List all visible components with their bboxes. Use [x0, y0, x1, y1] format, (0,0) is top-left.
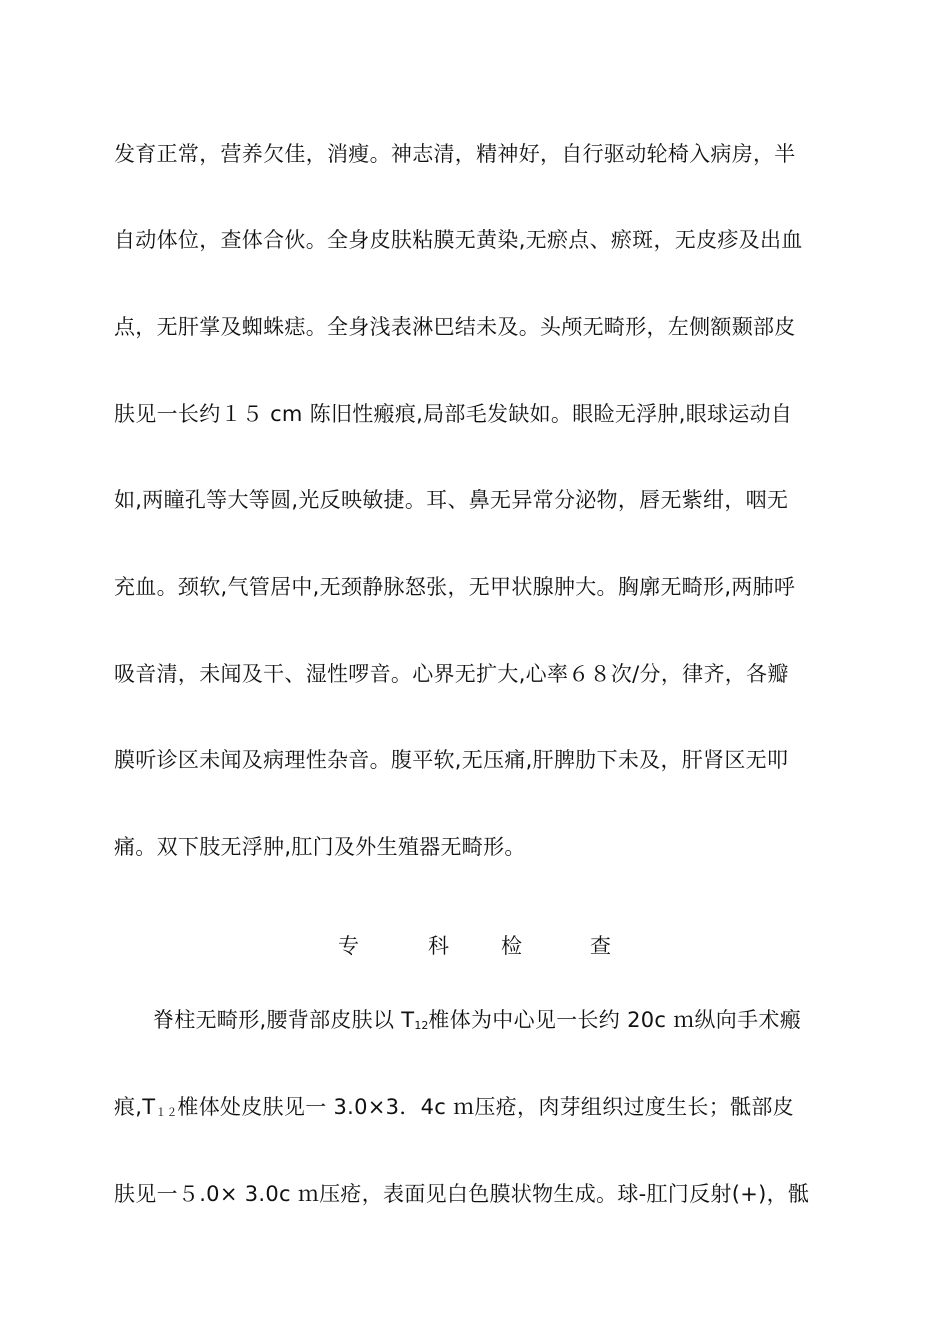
general-exam-line-7: 吸音清，未闻及干、湿性啰音。心界无扩大,心率６８次/分，律齐，各瓣 — [114, 662, 789, 686]
general-exam-line-1: 发育正常，营养欠佳，消瘦。神志清，精神好，自行驱动轮椅入病房，半 — [114, 142, 796, 166]
general-exam-line-6: 充血。颈软,气管居中,无颈静脉怒张，无甲状腺肿大。胸廓无畸形,两肺呼 — [114, 575, 796, 599]
general-exam-line-4: 肤见一长约１５ cm 陈旧性瘢痕,局部毛发缺如。眼睑无浮肿,眼球运动自 — [114, 402, 793, 426]
vertebra-subscript-1: 12 — [414, 1019, 429, 1032]
heading-char-1: 专 — [338, 934, 359, 958]
special-exam-line-3: 肤见一５.0× 3.0c ｍ压疮，表面见白色膜状物生成。球-肛门反射(+)，骶 — [114, 1182, 810, 1206]
special-exam-line-1-part-b: 椎体为中心见一长约 20c ｍ纵向手术瘢 — [428, 1008, 802, 1032]
special-exam-line-2-part-a: 痕,T — [114, 1095, 156, 1119]
heading-char-2: 科 — [428, 934, 449, 958]
special-exam-line-2-part-b: 椎体处皮肤见一 3.0×3．4c ｍ压疮，肉芽组织过度生长；骶部皮 — [177, 1095, 794, 1119]
special-exam-line-1 — [153, 1006, 843, 1040]
general-exam-line-5: 如,两瞳孔等大等圆,光反映敏捷。耳、鼻无异常分泌物，唇无紫绀，咽无 — [114, 488, 789, 512]
special-exam-heading — [0, 932, 950, 962]
general-exam-line-2: 自动体位，查体合伙。全身皮肤粘膜无黄染,无瘀点、瘀斑，无皮疹及出血 — [114, 228, 803, 252]
special-exam-line-2 — [114, 1093, 834, 1127]
heading-char-4: 查 — [590, 934, 611, 958]
general-exam-line-8: 膜听诊区未闻及病理性杂音。腹平软,无压痛,肝脾肋下未及，肝肾区无叩 — [114, 748, 789, 772]
general-exam-line-3: 点，无肝掌及蜘蛛痣。全身浅表淋巴结未及。头颅无畸形，左侧额颞部皮 — [114, 315, 796, 339]
special-exam-line-1-part-a: 脊柱无畸形,腰背部皮肤以 T — [153, 1008, 415, 1032]
heading-char-3: 检 — [501, 934, 522, 958]
vertebra-subscript-2: １２ — [155, 1106, 178, 1119]
general-exam-line-9: 痛。双下肢无浮肿,肛门及外生殖器无畸形。 — [114, 835, 526, 859]
